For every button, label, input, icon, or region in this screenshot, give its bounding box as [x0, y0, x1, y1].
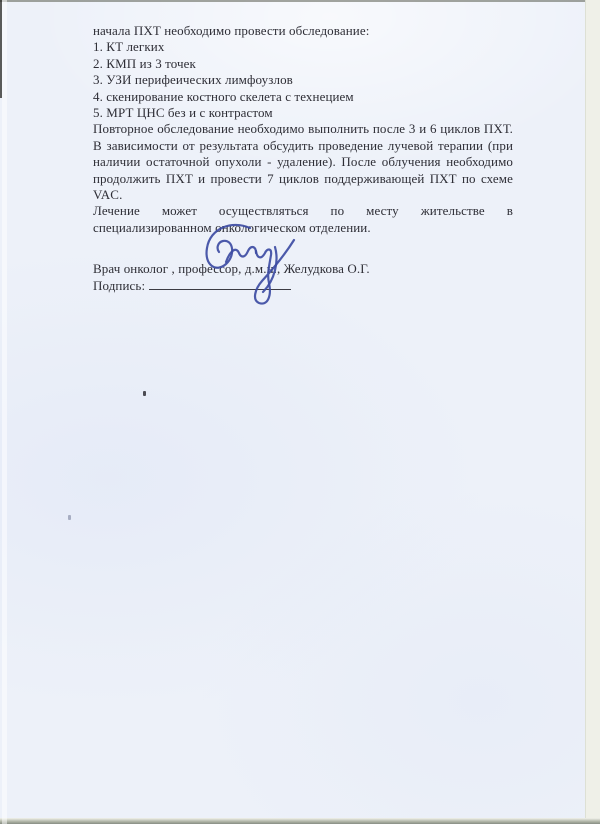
scan-speck: [143, 391, 146, 396]
list-item-ct: 1. КТ легких: [93, 39, 165, 55]
scan-speck: [68, 515, 71, 520]
intro-line: начала ПХТ необходимо провести обследование:: [93, 23, 370, 38]
document-text-block: [93, 23, 513, 294]
signature-label: Подпись:: [93, 277, 146, 293]
list-item-uzi: 3. УЗИ перифеических лимфоузлов: [93, 72, 293, 88]
scan-top-edge: [0, 0, 600, 2]
list-item-mrt: 5. МРТ ЦНС без и с контрастом: [93, 105, 273, 121]
signature-line: [149, 278, 291, 290]
paragraph-treatment-location: Лечение может осуществляться по месту жительстве в специализированном онкологическом отделении.: [93, 203, 513, 235]
list-item-kmp: 2. КМП из 3 точек: [93, 55, 196, 71]
scan-bottom-edge: [0, 818, 600, 824]
signer-name-line: Врач онколог , профессор, д.м.н., Желудкова О.Г.: [93, 261, 370, 277]
signer-block: [93, 261, 513, 294]
signature-row: [93, 278, 513, 294]
scan-left-highlight: [2, 0, 7, 824]
scan-right-edge: [585, 0, 600, 824]
paragraph-followup: Повторное обследование необходимо выполнить после 3 и 6 циклов ПХТ. В зависимости от результата обсудить проведение лучевой терапии (при наличии остаточной опухоли - удаление). После облучения необходимо продолжить ПХТ и провести 7 циклов поддерживающей ПХТ по схеме VAC.: [93, 121, 513, 203]
list-item-scan: 4. скенирование костного скелета с технецием: [93, 88, 354, 104]
scan-left-edge: [0, 0, 2, 98]
